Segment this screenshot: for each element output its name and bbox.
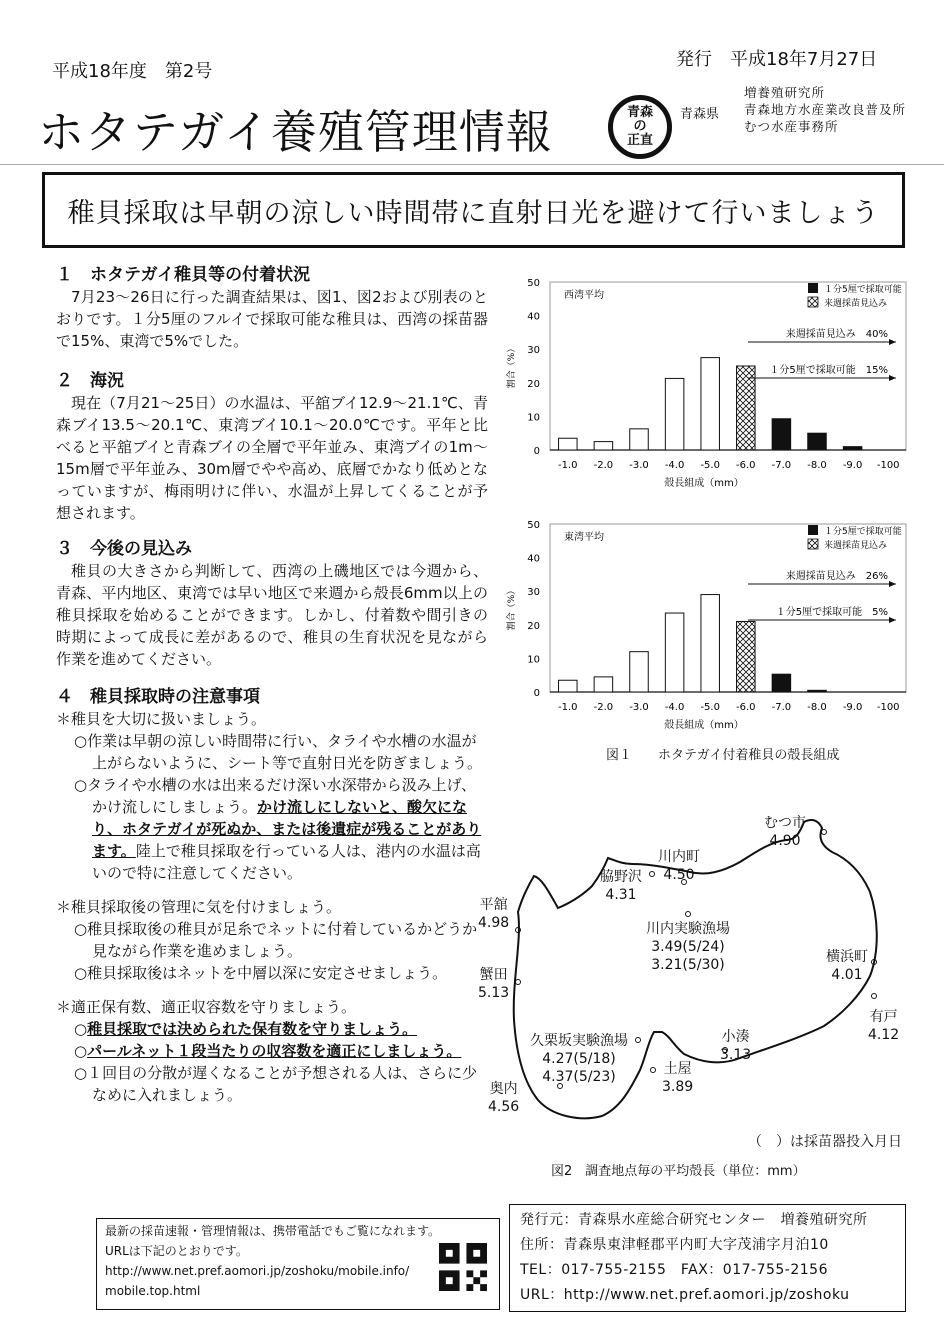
legend-swatch [808,539,818,549]
y-tick-label: 40 [527,553,540,565]
x-axis-label: 殻長組成（mm） [664,720,744,731]
section-heading: ２ 海況 [56,371,124,391]
x-tick-label: -8.0 [807,702,827,713]
y-tick-label: 20 [527,620,540,632]
bar [772,419,791,450]
headline-box [42,172,905,248]
y-tick-label: 50 [527,278,540,289]
bar [559,438,578,450]
website-link[interactable]: URL：http://www.net.pref.aomori.jp/zoshoku [520,1287,850,1303]
info-url[interactable]: http://www.net.pref.aomori.jp/zoshoku/mobile.info/ [105,1264,410,1278]
prefecture-label: 青森県 [680,107,720,122]
bar-chart-east [500,510,920,740]
chart-title: 東湾平均 [564,532,604,543]
page-title: ホタテガイ養殖管理情報 [38,105,553,159]
section-1 [56,264,488,352]
section-heading: ３ 今後の見込み [56,539,192,559]
qr-code [439,1243,487,1291]
bar [665,378,684,450]
note-text: 陸上で稚貝採取を行っている人は、港内の水温は高いので特に注意してください。 [92,842,481,882]
note-item: ○作業は早朝の涼しい時間帯に行い、タライや水槽の水温が上がらないように、シート等で直射日光を防ぎましょう。 [74,732,483,772]
warning-text: パールネット１段当たりの収容数を適正にしましょう。 [87,1042,462,1060]
legend-label: 来週採苗見込み [824,541,888,551]
bar [630,429,649,450]
organization-list [744,84,906,135]
x-tick-label: -9.0 [842,460,863,471]
x-tick-label: -3.0 [629,702,649,713]
section-body: 現在（7月21～25日）の水温は、平舘ブイ12.9～21.1℃、青森ブイ13.5～20.1℃、東湾ブイ10.1～20.0℃です。平年と比べると平舘ブイと青森ブイの全層で平年並み、東湾ブイの1m～15m層で平年並み、30m層でやや高め、底層でかなり低めとなっていますが、梅雨明けに伴い、水温が上昇してくることが予想されます。 [56,394,488,522]
annotation-text: 来週採苗見込み 40% [785,329,888,340]
y-tick-label: 30 [527,587,540,599]
info-line: 最新の採苗速報・管理情報は、携帯電話でもご覧になれます。 [105,1224,441,1238]
x-tick-label: -2.0 [593,460,614,471]
legend-swatch [808,283,818,293]
chart-title: 西湾平均 [564,290,604,301]
section-3 [56,538,488,670]
bar [737,366,756,450]
info-url[interactable]: mobile.top.html [105,1284,201,1298]
y-tick-label: 20 [527,378,540,390]
legend-label: １分5厘で採取可能 [824,285,902,295]
note-item [56,1018,488,1040]
y-axis-label: 割合（%） [507,343,517,389]
warning-text: かけ流しにしないと、酸欠になり、ホタテガイが死ぬか、または後遺症が残ることがあります。 [92,798,482,860]
note-heading: ＊稚貝を大切に扱いましょう。 [56,710,267,728]
annotation-text: 来週採苗見込み 26% [785,571,888,582]
x-tick-label: -7.0 [771,702,792,713]
x-tick-label: -4.0 [664,460,685,471]
note-item: ○１回目の分散が遅くなることが予想される人は、さらに少なめに入れましょう。 [74,1064,478,1104]
y-axis-label: 割合（%） [507,585,517,631]
note-item [56,1040,488,1062]
org-name: むつ水産事務所 [744,119,839,134]
map-label-arito: 有戸 4.12 [868,1009,900,1043]
legend-swatch [808,525,818,535]
bullet: ○ [74,1042,88,1060]
x-tick-label: -3.0 [629,460,649,471]
x-tick-label: -4.0 [664,702,685,713]
legend-swatch [808,297,818,307]
bar [808,690,827,692]
section-body: 7月23～26日に行った調査結果は、図1、図2および別表のとおりです。１分5厘のフルイで採取可能な稚貝は、西湾の採苗器で15%、東湾で5%でした。 [56,288,488,350]
x-tick-label: -8.0 [807,460,827,471]
figure-1-caption: 図１ ホタテガイ付着稚貝の殻長組成 [606,748,840,763]
bullet: ○ [74,1020,88,1038]
legend-label: １分5厘で採取可能 [824,527,902,537]
x-tick-label: -2.0 [593,702,614,713]
bar [594,677,613,692]
headline-text: 稚貝採取は早朝の涼しい時間帯に直射日光を避けて行いましょう [67,197,880,229]
y-tick-label: 0 [533,688,540,699]
arrow-head [889,581,896,587]
section-heading: ４ 稚貝採取時の注意事項 [56,687,260,707]
publisher: 発行元：青森県水産総合研究センター 増養殖研究所 [520,1212,868,1228]
map-label-tsuchiya: 土屋 3.89 [662,1061,694,1095]
annotation-text: １分5厘で採取可能 15% [769,365,888,376]
header-divider [0,164,944,165]
x-tick-label: -1.0 [558,460,578,471]
info-line: URLは下記のとおりです。 [105,1244,248,1258]
y-tick-label: 30 [527,345,540,357]
section-body: 稚貝の大きさから判断して、西湾の上磯地区では今週から、青森、平内地区、東湾では早い地区で来週から殻長6mm以上の稚貝採取を始めることができます。しかし、付着数や間引きの時期によって成長に差があるので、稚貝の生育状況を見ながら作業を進めてください。 [56,562,488,668]
x-tick-label: -6.0 [736,460,756,471]
seal-logo: 青森 の 正直 [608,95,672,159]
bar [559,680,578,692]
contact-box [509,1204,906,1312]
x-tick-label: -7.0 [771,460,792,471]
x-tick-label: -100 [876,460,900,471]
map-label-wakinosawa: 脇野沢 4.31 [600,869,642,903]
map-label-kawauchi-lab: 川内実験漁場 3.49(5/24) 3.21(5/30) [646,921,730,973]
bar [808,433,827,450]
note-heading: ＊適正保有数、適正収容数を守りましょう。 [56,998,357,1016]
org-name: 増養殖研究所 [744,85,826,100]
note-item: ○稚貝採取後はネットを中層以深に安定させましょう。 [74,964,448,982]
x-tick-label: -6.0 [736,702,756,713]
bar [843,447,862,450]
map-note: （ ）は採苗器投入月日 [748,1134,902,1150]
arrow-head [889,617,896,623]
map-label-okunai: 奥内 4.56 [488,1081,520,1115]
x-tick-label: -1.0 [558,702,578,713]
x-tick-label: -100 [876,702,900,713]
issue-number: 平成18年度 第2号 [52,61,213,82]
arrow-head [889,339,896,345]
map-label-mutsu: むつ市 4.90 [764,815,806,849]
note-item [56,774,488,884]
y-tick-label: 50 [527,520,540,531]
org-name: 青森地方水産業改良普及所 [744,102,907,117]
map-label-kawauchi: 川内町 4.50 [658,849,700,883]
map-label-kominato: 小湊 3.13 [720,1029,752,1063]
arrow-head [889,375,896,381]
y-tick-label: 10 [527,654,540,666]
bar [630,652,649,692]
map-label-tairadate: 平舘 4.98 [478,897,510,931]
bar-chart-west [500,268,920,498]
x-tick-label: -5.0 [700,460,720,471]
bar [665,613,684,692]
map-label-kanita: 蟹田 5.13 [478,967,510,1001]
annotation-text: １分5厘で採取可能 5% [775,607,888,618]
note-text: ○タライや水槽の水は出来るだけ深い水深帯から汲み上げ、かけ流しにしましょう。 [74,776,477,816]
x-tick-label: -9.0 [842,702,863,713]
x-axis-label: 殻長組成（mm） [664,478,744,489]
note-heading: ＊稚貝採取後の管理に気を付けましょう。 [56,898,342,916]
note-item: ○稚貝採取後の稚貝が足糸でネットに付着しているかどうか見ながら作業を進めましょう。 [74,920,478,960]
phone-fax: TEL：017-755-2155 FAX：017-755-2156 [520,1262,828,1278]
legend-label: 来週採苗見込み [824,299,888,309]
section-heading: １ ホタテガイ稚貝等の付着状況 [56,265,311,285]
bar [772,674,791,692]
mobile-info-box [96,1218,500,1310]
publication-date: 発行 平成18年7月27日 [676,49,878,70]
y-tick-label: 10 [527,412,540,424]
warning-text: 稚貝採取では決められた保有数を守りましょう。 [87,1020,418,1038]
figure-2-caption: 図2 調査地点毎の平均殻長（単位：mm） [551,1164,806,1179]
bar [701,358,720,450]
bar [737,621,756,692]
x-tick-label: -5.0 [700,702,720,713]
section-2 [56,370,488,524]
y-tick-label: 40 [527,311,540,323]
bar [594,442,613,450]
y-tick-label: 0 [533,446,540,457]
map-label-kuribo-lab: 久栗坂実験漁場 4.27(5/18) 4.37(5/23) [530,1033,628,1085]
map-label-yokohama: 横浜町 4.01 [826,949,868,983]
address: 住所：青森県東津軽郡平内町大字茂浦字月泊10 [520,1237,829,1253]
section-4 [56,686,488,1106]
bar [701,595,720,692]
